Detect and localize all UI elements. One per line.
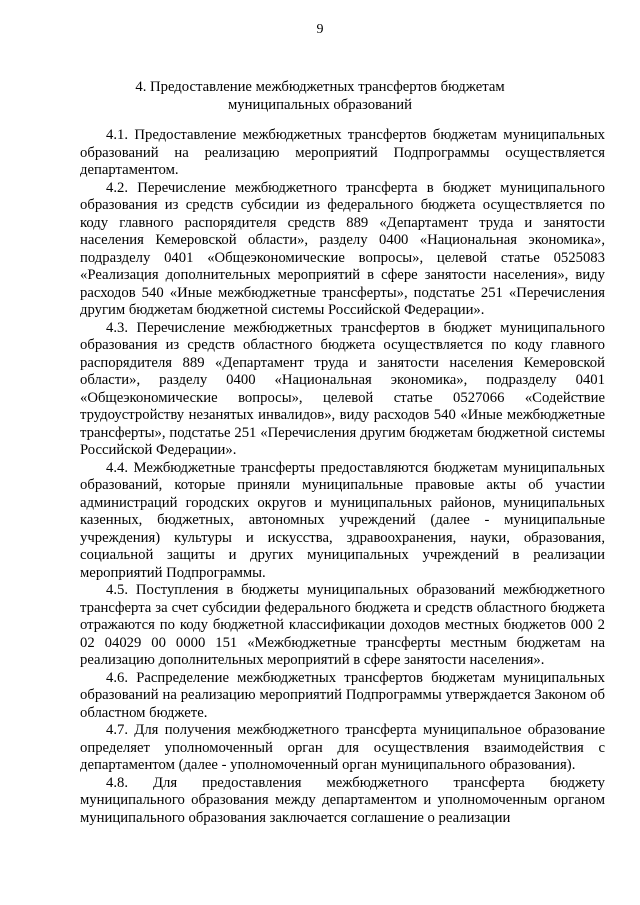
section-heading-line-2: муниципальных образований (228, 96, 412, 113)
paragraph-4-5: 4.5. Поступления в бюджеты муниципальных образований межбюджетного трансферта за счет субсидии федерального бюджета и средств областного бюджета отражаются по коду бюджетной классификации доходов местных бюджетов 000 2 02 04029 00 0000 151 «Межбюджетные трансферты местным бюджетам на реализацию дополнительных мероприятий в сфере занятости населения». (80, 582, 605, 668)
section-heading (80, 79, 560, 114)
section-heading-line-1: 4. Предоставление межбюджетных трансфертов бюджетам (135, 79, 505, 95)
paragraph-4-6: 4.6. Распределение межбюджетных трансфертов бюджетам муниципальных образований на реализацию мероприятий Подпрограммы утверждается Законом об областном бюджете. (80, 669, 605, 721)
paragraph-4-4: 4.4. Межбюджетные трансферты предоставляются бюджетам муниципальных образований, которые приняли муниципальные правовые акты об участии администраций городских округов и муниципальных районов, муниципальных казенных, бюджетных, автономных учреждений (далее - муниципальные учреждения) культуры и искусства, здравоохранения, науки, образования, социальной защиты и других муниципальных учреждений в реализации мероприятий Подпрограммы. (80, 459, 605, 581)
paragraph-4-7: 4.7. Для получения межбюджетного трансферта муниципальное образование определяет уполномоченный орган для осуществления взаимодействия с департаментом (далее - уполномоченный орган муниципального образования). (80, 722, 605, 773)
page-number: 9 (316, 22, 324, 37)
paragraph-4-2: 4.2. Перечисление межбюджетного трансферта в бюджет муниципального образования из средств субсидии из федерального бюджета осуществляется по коду главного распорядителя средств 889 «Департамент труда и занятости населения Кемеровской области», разделу 0400 «Национальная экономика», подразделу 0401 «Общеэкономические вопросы», целевой статье 0525083 «Реализация дополнительных мероприятий в сфере занятости населения», виду расходов 540 «Иные межбюджетные трансферты», подстатье 251 «Перечисления другим бюджетам бюджетной системы Российской Федерации». (80, 179, 605, 318)
paragraph-4-1: 4.1. Предоставление межбюджетных трансфертов бюджетам муниципальных образований на реализацию мероприятий Подпрограммы осуществляется департаментом. (80, 127, 605, 178)
paragraph-4-3: 4.3. Перечисление межбюджетных трансфертов в бюджет муниципального образования из средств областного бюджета осуществляется по коду главного распорядителя 889 «Департамент труда и занятости населения Кемеровской области», разделу 0400 «Национальная экономика», подразделу 0401 «Общеэкономические вопросы», целевой статье 0527066 «Содействие трудоустройству незанятых инвалидов», виду расходов 540 «Иные межбюджетные трансферты», подстатье 251 «Перечисления другим бюджетам бюджетной системы Российской Федерации». (80, 319, 605, 458)
paragraph-4-8: 4.8. Для предоставления межбюджетного трансферта бюджету муниципального образования между департаментом и уполномоченным органом муниципального образования заключается соглашение о реализации (80, 774, 605, 826)
document-body (80, 127, 605, 827)
